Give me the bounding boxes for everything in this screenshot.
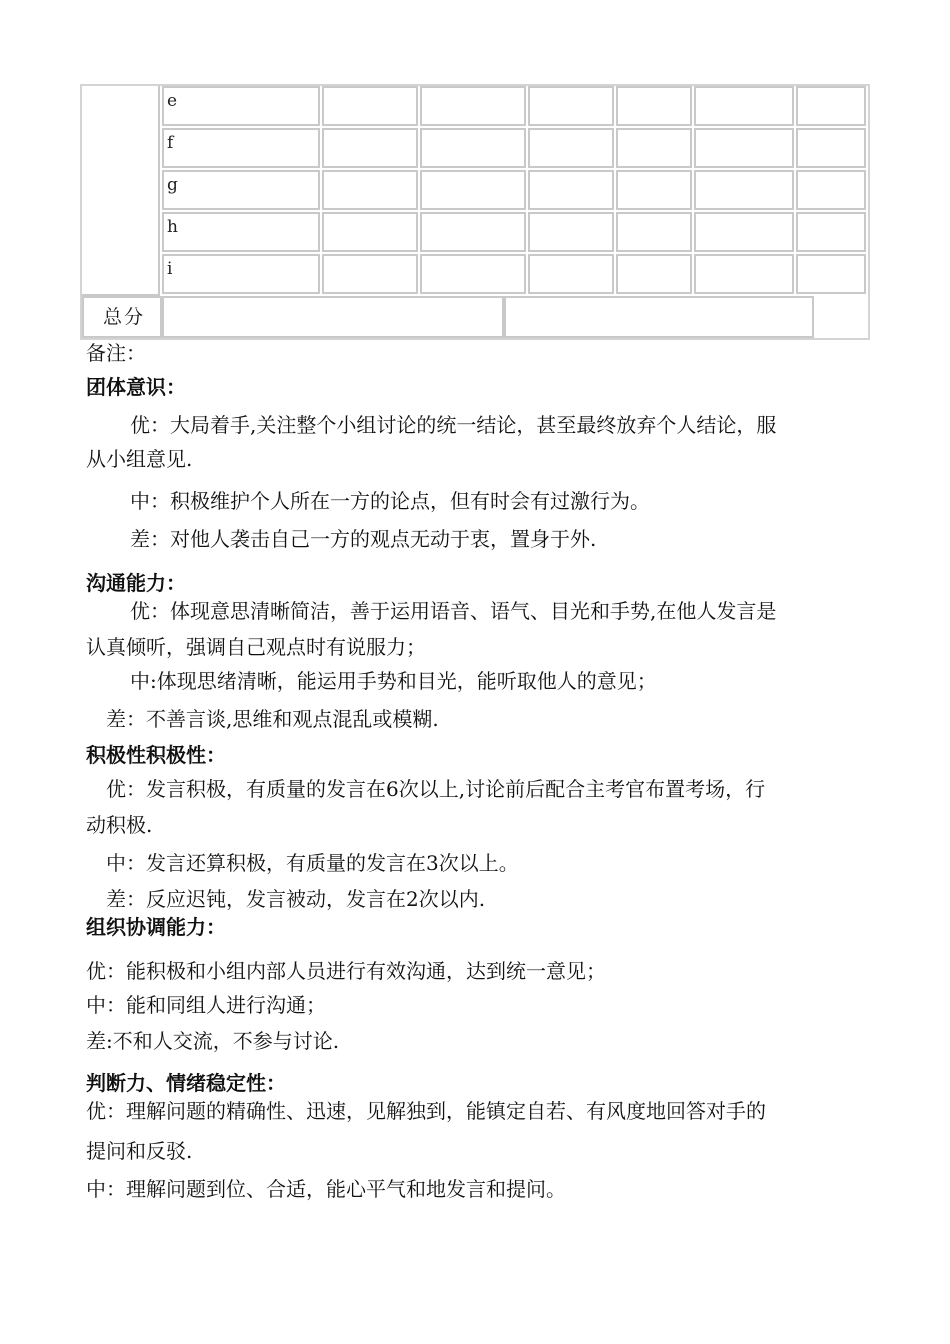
score-cell: [420, 212, 526, 252]
section-heading: 判断力、情绪稳定性：: [86, 1071, 286, 1095]
score-cell: [322, 128, 418, 168]
section-line: 优：大局着手,关注整个小组讨论的统一结论，甚至最终放弃个人结论，服: [130, 413, 777, 437]
score-cell: [796, 86, 866, 126]
score-cell: [694, 212, 794, 252]
section-heading: 积极性积极性：: [86, 743, 226, 767]
row-label-cell: [162, 128, 320, 168]
total-score-cell-1: [162, 296, 504, 338]
score-table: [80, 80, 870, 340]
section-line: 差：不善言谈,思维和观点混乱或模糊.: [106, 707, 439, 731]
row-label: h: [167, 217, 178, 237]
score-cell: [694, 86, 794, 126]
total-label: 总分: [102, 306, 145, 328]
score-cell: [420, 170, 526, 210]
section-line: 提问和反驳.: [86, 1139, 193, 1163]
score-cell: [528, 254, 614, 294]
score-cell: [796, 254, 866, 294]
row-label: i: [167, 259, 173, 279]
row-label: g: [167, 175, 178, 195]
score-cell: [528, 86, 614, 126]
score-cell: [322, 170, 418, 210]
row-label: f: [167, 133, 174, 153]
row-label: e: [167, 91, 178, 111]
score-cell: [694, 254, 794, 294]
score-cell: [694, 170, 794, 210]
section-line: 中：积极维护个人所在一方的论点，但有时会有过激行为。: [130, 489, 650, 513]
score-cell: [796, 128, 866, 168]
score-cell: [796, 170, 866, 210]
section-line: 优：体现意思清晰简洁，善于运用语音、语气、目光和手势,在他人发言是: [130, 599, 777, 623]
section-line: 差:不和人交流，不参与讨论.: [86, 1029, 340, 1053]
remark-label: 备注：: [86, 341, 146, 365]
score-cell: [528, 212, 614, 252]
score-cell: [322, 86, 418, 126]
score-cell: [616, 170, 692, 210]
section-line: 中：发言还算积极，有质量的发言在3次以上。: [106, 851, 519, 875]
score-cell: [616, 254, 692, 294]
section-line: 中：能和同组人进行沟通；: [86, 993, 326, 1017]
row-label-cell: [162, 170, 320, 210]
section-line: 动积极.: [86, 813, 153, 837]
score-cell: [420, 254, 526, 294]
section-heading: 团体意识：: [86, 375, 186, 399]
section-line: 认真倾听，强调自己观点时有说服力；: [86, 635, 426, 659]
score-cell: [420, 86, 526, 126]
total-label-cell: [82, 296, 162, 338]
row-label-cell: [162, 254, 320, 294]
score-cell: [694, 128, 794, 168]
section-line: 优：能积极和小组内部人员进行有效沟通，达到统一意见；: [86, 959, 606, 983]
total-score-cell-2: [504, 296, 814, 338]
section-line: 优：理解问题的精确性、迅速，见解独到，能镇定自若、有风度地回答对手的: [86, 1099, 766, 1123]
score-cell: [616, 212, 692, 252]
section-heading: 沟通能力：: [86, 571, 186, 595]
row-label-cell: [162, 86, 320, 126]
section-line: 中:体现思绪清晰，能运用手势和目光，能听取他人的意见；: [130, 669, 657, 693]
score-cell: [322, 212, 418, 252]
score-cell: [420, 128, 526, 168]
section-line: 优：发言积极，有质量的发言在6次以上,讨论前后配合主考官布置考场，行: [106, 777, 766, 801]
section-line: 中：理解问题到位、合适，能心平气和地发言和提问。: [86, 1177, 566, 1201]
row-label-cell: [162, 212, 320, 252]
score-cell: [528, 128, 614, 168]
section-line: 差：反应迟钝，发言被动，发言在2次以内.: [106, 887, 486, 911]
score-cell: [322, 254, 418, 294]
section-line: 差：对他人袭击自己一方的观点无动于衷，置身于外.: [130, 527, 597, 551]
section-line: 从小组意见.: [86, 447, 193, 471]
score-cell: [528, 170, 614, 210]
score-cell: [616, 128, 692, 168]
score-cell: [796, 212, 866, 252]
score-cell: [616, 86, 692, 126]
section-heading: 组织协调能力：: [86, 915, 226, 939]
